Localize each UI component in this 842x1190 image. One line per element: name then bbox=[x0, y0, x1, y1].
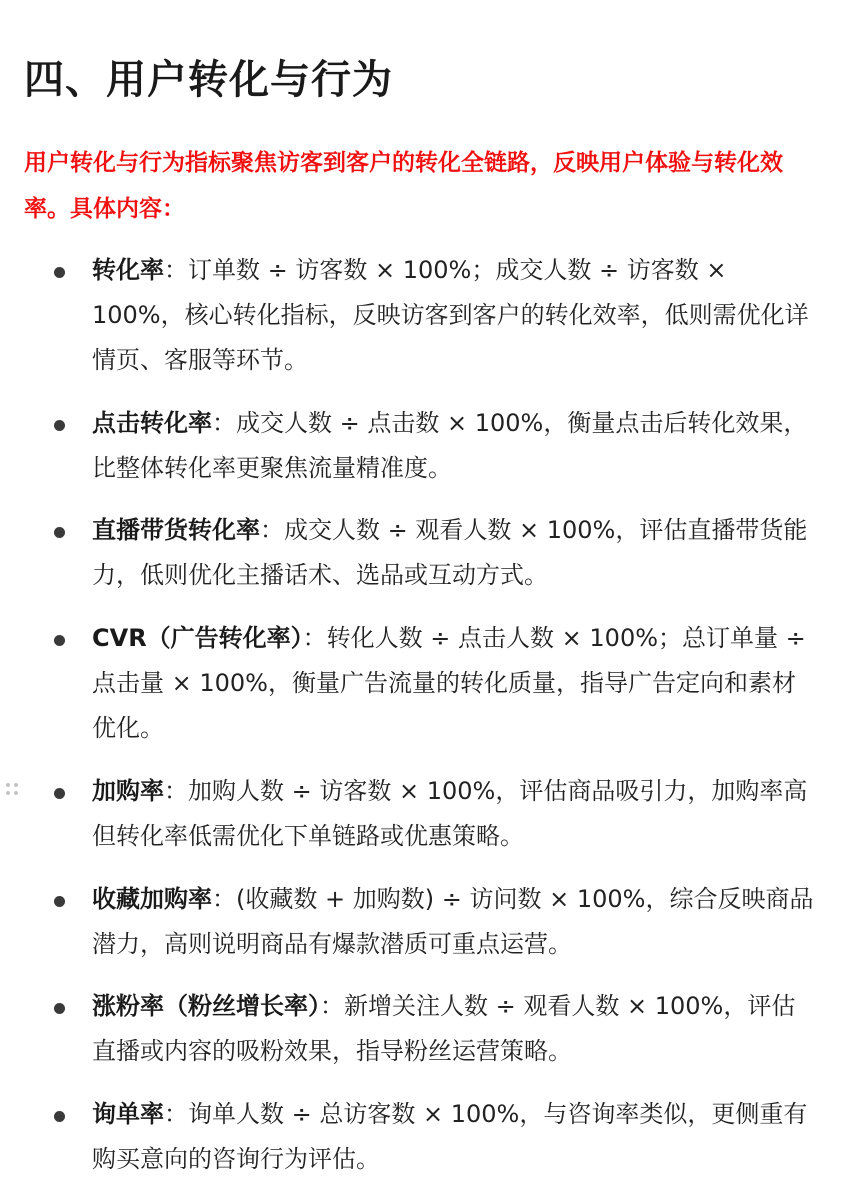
section-heading: 四、用户转化与行为 bbox=[24, 57, 393, 103]
bullet-icon bbox=[54, 1111, 65, 1122]
bullet-icon bbox=[54, 788, 65, 799]
bullet-icon bbox=[54, 267, 65, 278]
list-item-text bbox=[92, 401, 814, 491]
metric-term: 转化率 bbox=[92, 256, 164, 284]
list-item-text bbox=[92, 984, 814, 1074]
metric-description: ：(收藏数 + 加购数) ÷ 访问数 × 100%，综合反映商品潜力，高则说明商品有爆款潜质可重点运营。 bbox=[92, 885, 814, 958]
metric-term: 涨粉率（粉丝增长率） bbox=[92, 992, 320, 1020]
metric-description: ：成交人数 ÷ 观看人数 × 100%，评估直播带货能力，低则优化主播话术、选品或互动方式。 bbox=[92, 516, 808, 589]
metric-description: ：转化人数 ÷ 点击人数 × 100%；总订单量 ÷ 点击量 × 100%，衡量广告流量的转化质量，指导广告定向和素材优化。 bbox=[92, 624, 806, 742]
bullet-icon bbox=[54, 896, 65, 907]
metric-description: ：订单数 ÷ 访客数 × 100%；成交人数 ÷ 访客数 × 100%，核心转化指标，反映访客到客户的转化效率，低则需优化详情页、客服等环节。 bbox=[92, 256, 809, 374]
bullet-icon bbox=[54, 527, 65, 538]
metric-term: CVR（广告转化率） bbox=[92, 624, 303, 652]
metric-term: 点击转化率 bbox=[92, 409, 212, 437]
list-item-text bbox=[92, 248, 814, 383]
metric-term: 直播带货转化率 bbox=[92, 516, 260, 544]
intro-paragraph: 用户转化与行为指标聚焦访客到客户的转化全链路，反映用户体验与转化效率。具体内容： bbox=[24, 150, 783, 222]
bullet-icon bbox=[54, 635, 65, 646]
metric-description: ：成交人数 ÷ 点击数 × 100%，衡量点击后转化效果，比整体转化率更聚焦流量精准度。 bbox=[92, 409, 808, 482]
list-item-text bbox=[92, 616, 814, 751]
metric-term: 收藏加购率 bbox=[92, 885, 212, 913]
list-item-text bbox=[92, 877, 814, 967]
bullet-icon bbox=[54, 420, 65, 431]
list-item-text bbox=[92, 1092, 814, 1182]
list-item-text bbox=[92, 508, 814, 598]
metric-term: 询单率 bbox=[92, 1100, 164, 1128]
drag-handle-icon[interactable] bbox=[6, 783, 20, 799]
list-item-text bbox=[92, 769, 814, 859]
metric-term: 加购率 bbox=[92, 777, 164, 805]
metric-description: ：新增关注人数 ÷ 观看人数 × 100%，评估直播或内容的吸粉效果，指导粉丝运营策略。 bbox=[92, 992, 796, 1065]
bullet-icon bbox=[54, 1003, 65, 1014]
metric-description: ：询单人数 ÷ 总访客数 × 100%，与咨询率类似，更侧重有购买意向的咨询行为评估。 bbox=[92, 1100, 808, 1173]
metric-description: ：加购人数 ÷ 访客数 × 100%，评估商品吸引力，加购率高但转化率低需优化下单链路或优惠策略。 bbox=[92, 777, 808, 850]
